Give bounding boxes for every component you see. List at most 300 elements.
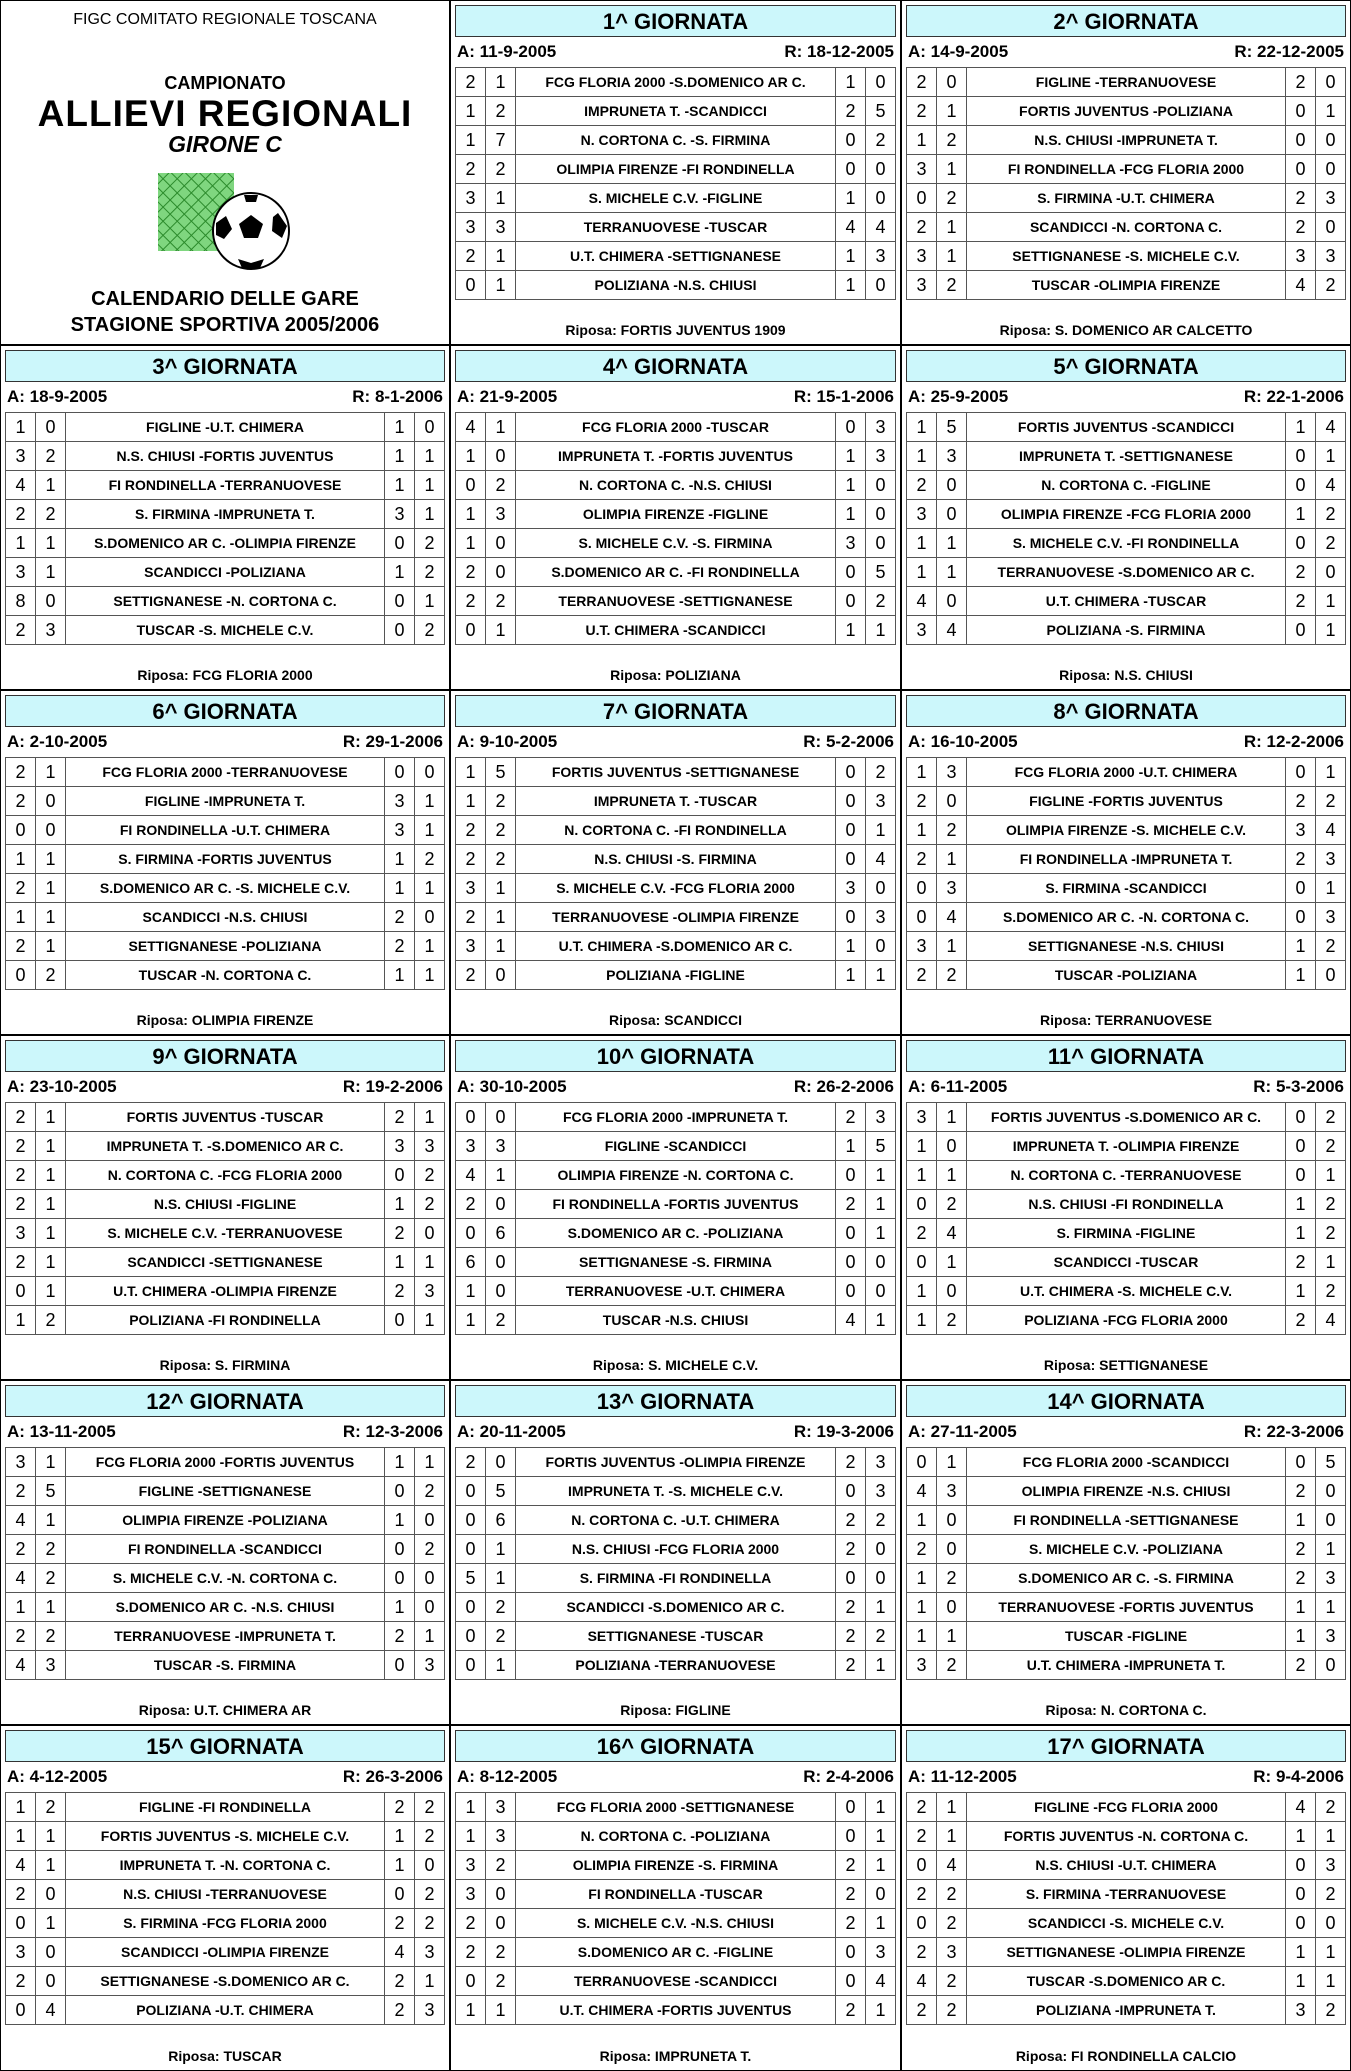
andata-home-score: 1	[6, 1822, 36, 1851]
table-row	[456, 932, 896, 961]
andata-home-score: 1	[456, 442, 486, 471]
match-teams: FI RONDINELLA -SETTIGNANESE	[967, 1506, 1286, 1535]
table-row	[907, 126, 1346, 155]
match-teams: U.T. CHIMERA -S.DOMENICO AR C.	[516, 932, 836, 961]
table-row	[456, 1535, 896, 1564]
andata-home-score: 5	[456, 1564, 486, 1593]
andata-home-score: 0	[456, 271, 486, 300]
ritorno-away-score: 3	[866, 903, 896, 932]
ritorno-home-score: 0	[836, 126, 866, 155]
andata-home-score: 2	[907, 1938, 937, 1967]
matches-table	[5, 412, 445, 645]
andata-home-score: 1	[456, 1793, 486, 1822]
rest-team-label: Riposa: FCG FLORIA 2000	[137, 667, 313, 683]
table-row	[456, 97, 896, 126]
andata-home-score: 0	[456, 1219, 486, 1248]
ritorno-date: R: 9-4-2006	[1253, 1767, 1344, 1786]
matches-table	[455, 412, 896, 645]
andata-home-score: 3	[456, 213, 486, 242]
table-row	[907, 68, 1346, 97]
match-teams: SETTIGNANESE -TUSCAR	[516, 1622, 836, 1651]
ritorno-home-score: 1	[836, 68, 866, 97]
rest-team-label: Riposa: FI RONDINELLA CALCIO	[1015, 2048, 1237, 2064]
andata-away-score: 0	[486, 1190, 516, 1219]
andata-away-score: 2	[486, 1851, 516, 1880]
match-teams: S. MICHELE C.V. -N. CORTONA C.	[66, 1564, 385, 1593]
andata-away-score: 1	[486, 413, 516, 442]
andata-home-score: 0	[456, 471, 486, 500]
andata-home-score: 1	[907, 1593, 937, 1622]
andata-away-score: 1	[36, 758, 66, 787]
table-row	[456, 961, 896, 990]
ritorno-away-score: 3	[415, 1996, 445, 2025]
andata-home-score: 3	[456, 874, 486, 903]
ritorno-home-score: 3	[1286, 1996, 1316, 2025]
match-teams: FI RONDINELLA -SCANDICCI	[66, 1535, 385, 1564]
andata-home-score: 3	[6, 558, 36, 587]
ritorno-away-score: 2	[866, 1622, 896, 1651]
match-teams: U.T. CHIMERA -FORTIS JUVENTUS	[516, 1996, 836, 2025]
table-row	[6, 558, 445, 587]
andata-home-score: 0	[456, 1477, 486, 1506]
match-teams: IMPRUNETA T. -SCANDICCI	[516, 97, 836, 126]
round-dates	[7, 386, 443, 408]
andata-away-score: 0	[486, 442, 516, 471]
ritorno-home-score: 0	[836, 787, 866, 816]
andata-home-score: 0	[456, 1535, 486, 1564]
table-row	[6, 932, 445, 961]
match-teams: SCANDICCI -OLIMPIA FIRENZE	[66, 1938, 385, 1967]
table-row	[456, 213, 896, 242]
match-teams: OLIMPIA FIRENZE -FCG FLORIA 2000	[967, 500, 1286, 529]
andata-home-score: 2	[6, 1880, 36, 1909]
match-teams: S. MICHELE C.V. -N.S. CHIUSI	[516, 1909, 836, 1938]
table-row	[907, 271, 1346, 300]
table-row	[456, 1190, 896, 1219]
ritorno-home-score: 3	[836, 529, 866, 558]
ritorno-home-score: 1	[1286, 500, 1316, 529]
ritorno-home-score: 0	[836, 845, 866, 874]
andata-away-score: 4	[937, 616, 967, 645]
andata-home-score: 2	[6, 1161, 36, 1190]
match-teams: N.S. CHIUSI -U.T. CHIMERA	[967, 1851, 1286, 1880]
match-teams: IMPRUNETA T. -S.DOMENICO AR C.	[66, 1132, 385, 1161]
round-dates	[908, 731, 1344, 753]
andata-home-score: 2	[456, 961, 486, 990]
table-row	[456, 1248, 896, 1277]
matches-table	[5, 1102, 445, 1335]
ritorno-away-score: 1	[415, 1448, 445, 1477]
andata-away-score: 1	[36, 874, 66, 903]
ritorno-home-score: 3	[385, 787, 415, 816]
match-teams: TERRANUOVESE -S.DOMENICO AR C.	[967, 558, 1286, 587]
ritorno-away-score: 0	[415, 903, 445, 932]
match-teams: S. MICHELE C.V. -FCG FLORIA 2000	[516, 874, 836, 903]
andata-away-score: 1	[486, 271, 516, 300]
andata-away-score: 1	[36, 932, 66, 961]
match-teams: FI RONDINELLA -IMPRUNETA T.	[967, 845, 1286, 874]
match-teams: FIGLINE -SETTIGNANESE	[66, 1477, 385, 1506]
round-title: 4^ GIORNATA	[455, 350, 896, 382]
ritorno-away-score: 1	[1316, 1535, 1346, 1564]
ritorno-home-score: 0	[836, 758, 866, 787]
andata-away-score: 1	[486, 68, 516, 97]
round-panel	[450, 345, 901, 690]
match-teams: N.S. CHIUSI -FI RONDINELLA	[967, 1190, 1286, 1219]
ritorno-away-score: 1	[415, 961, 445, 990]
andata-away-score: 0	[937, 1277, 967, 1306]
ritorno-home-score: 0	[385, 1880, 415, 1909]
ritorno-home-score: 2	[1286, 845, 1316, 874]
andata-home-score: 2	[456, 1938, 486, 1967]
match-teams: TUSCAR -S. MICHELE C.V.	[66, 616, 385, 645]
andata-away-score: 0	[937, 1593, 967, 1622]
andata-away-score: 1	[486, 616, 516, 645]
ritorno-home-score: 1	[385, 471, 415, 500]
ritorno-home-score: 1	[1286, 1190, 1316, 1219]
match-teams: FORTIS JUVENTUS -POLIZIANA	[967, 97, 1286, 126]
ritorno-home-score: 0	[385, 616, 415, 645]
match-teams: SCANDICCI -N.S. CHIUSI	[66, 903, 385, 932]
ritorno-home-score: 2	[836, 1448, 866, 1477]
andata-home-score: 2	[6, 1190, 36, 1219]
andata-home-score: 0	[907, 903, 937, 932]
ritorno-away-score: 3	[1316, 903, 1346, 932]
match-teams: POLIZIANA -U.T. CHIMERA	[66, 1996, 385, 2025]
andata-home-score: 2	[907, 1822, 937, 1851]
ritorno-home-score: 1	[836, 961, 866, 990]
match-teams: FCG FLORIA 2000 -IMPRUNETA T.	[516, 1103, 836, 1132]
ritorno-away-score: 1	[866, 816, 896, 845]
season-label: STAGIONE SPORTIVA 2005/2006	[70, 314, 380, 336]
andata-home-score: 1	[907, 758, 937, 787]
andata-home-score: 0	[456, 1651, 486, 1680]
matches-table	[5, 1447, 445, 1680]
andata-home-score: 2	[456, 242, 486, 271]
round-dates	[908, 1766, 1344, 1788]
match-teams: FI RONDINELLA -TERRANUOVESE	[66, 471, 385, 500]
ritorno-away-score: 2	[1316, 529, 1346, 558]
andata-away-score: 0	[36, 413, 66, 442]
matches-table	[455, 67, 896, 300]
andata-away-score: 3	[937, 442, 967, 471]
ritorno-home-score: 2	[836, 1593, 866, 1622]
rest-team-label: Riposa: U.T. CHIMERA AR	[138, 1702, 312, 1718]
ritorno-home-score: 1	[1286, 1967, 1316, 1996]
round-panel	[0, 345, 450, 690]
andata-away-score: 2	[486, 1622, 516, 1651]
rest-team-label: Riposa: N. CORTONA C.	[1045, 1702, 1207, 1718]
ritorno-away-score: 0	[1316, 155, 1346, 184]
ritorno-home-score: 2	[1286, 184, 1316, 213]
match-teams: S.DOMENICO AR C. -FI RONDINELLA	[516, 558, 836, 587]
match-teams: SCANDICCI -TUSCAR	[967, 1248, 1286, 1277]
ritorno-date: R: 22-1-2006	[1243, 387, 1344, 406]
round-title: 8^ GIORNATA	[906, 695, 1346, 727]
ritorno-home-score: 2	[1286, 587, 1316, 616]
table-row	[907, 1477, 1346, 1506]
andata-away-score: 0	[36, 587, 66, 616]
table-row	[456, 1161, 896, 1190]
andata-away-score: 1	[937, 1103, 967, 1132]
table-row	[6, 1996, 445, 2025]
table-row	[456, 1506, 896, 1535]
match-teams: IMPRUNETA T. -OLIMPIA FIRENZE	[967, 1132, 1286, 1161]
match-teams: TERRANUOVESE -TUSCAR	[516, 213, 836, 242]
ritorno-away-score: 5	[866, 1132, 896, 1161]
match-teams: TERRANUOVESE -SETTIGNANESE	[516, 587, 836, 616]
andata-home-score: 0	[456, 616, 486, 645]
table-row	[456, 1448, 896, 1477]
ritorno-home-score: 1	[385, 1190, 415, 1219]
match-teams: POLIZIANA -TERRANUOVESE	[516, 1651, 836, 1680]
ritorno-home-score: 1	[385, 1506, 415, 1535]
ritorno-home-score: 2	[836, 97, 866, 126]
ritorno-away-score: 2	[1316, 787, 1346, 816]
table-row	[6, 1909, 445, 1938]
ritorno-away-score: 0	[1316, 68, 1346, 97]
ritorno-date: R: 2-4-2006	[803, 1767, 894, 1786]
andata-away-score: 1	[486, 1651, 516, 1680]
andata-home-score: 4	[907, 1477, 937, 1506]
match-teams: N. CORTONA C. -FI RONDINELLA	[516, 816, 836, 845]
andata-home-score: 0	[456, 1967, 486, 1996]
andata-home-score: 2	[907, 1535, 937, 1564]
ritorno-away-score: 2	[1316, 1132, 1346, 1161]
match-teams: FIGLINE -FCG FLORIA 2000	[967, 1793, 1286, 1822]
andata-home-score: 0	[907, 1190, 937, 1219]
ritorno-away-score: 0	[415, 413, 445, 442]
match-teams: SCANDICCI -N. CORTONA C.	[967, 213, 1286, 242]
table-row	[456, 529, 896, 558]
ritorno-away-score: 3	[1316, 845, 1346, 874]
andata-home-score: 1	[907, 1132, 937, 1161]
match-teams: N. CORTONA C. -S. FIRMINA	[516, 126, 836, 155]
match-teams: FCG FLORIA 2000 -SCANDICCI	[967, 1448, 1286, 1477]
match-teams: TERRANUOVESE -OLIMPIA FIRENZE	[516, 903, 836, 932]
ritorno-away-score: 4	[866, 213, 896, 242]
andata-away-score: 3	[937, 1938, 967, 1967]
ritorno-away-score: 0	[1316, 1651, 1346, 1680]
table-row	[6, 787, 445, 816]
andata-away-score: 1	[36, 1506, 66, 1535]
ritorno-home-score: 2	[385, 1967, 415, 1996]
andata-away-score: 5	[937, 413, 967, 442]
rest-team-label: Riposa: N.S. CHIUSI	[1059, 667, 1193, 683]
ritorno-home-score: 2	[385, 903, 415, 932]
ritorno-home-score: 0	[1286, 1880, 1316, 1909]
ritorno-away-score: 0	[1316, 1506, 1346, 1535]
andata-away-score: 2	[937, 271, 967, 300]
andata-home-score: 3	[907, 271, 937, 300]
andata-home-score: 1	[907, 1161, 937, 1190]
ritorno-away-score: 1	[866, 1909, 896, 1938]
andata-home-score: 2	[456, 558, 486, 587]
ritorno-home-score: 0	[836, 587, 866, 616]
round-dates	[908, 1076, 1344, 1098]
andata-home-score: 3	[456, 1851, 486, 1880]
ritorno-away-score: 0	[1316, 1477, 1346, 1506]
round-panel	[0, 1035, 450, 1380]
andata-date: A: 16-10-2005	[908, 732, 1018, 751]
andata-away-score: 2	[486, 1306, 516, 1335]
ritorno-away-score: 0	[415, 1851, 445, 1880]
ritorno-away-score: 1	[415, 587, 445, 616]
ritorno-away-score: 2	[415, 1909, 445, 1938]
match-teams: S.DOMENICO AR C. -OLIMPIA FIRENZE	[66, 529, 385, 558]
ritorno-home-score: 1	[385, 558, 415, 587]
andata-away-score: 2	[937, 816, 967, 845]
round-dates	[7, 1766, 443, 1788]
ritorno-away-score: 2	[1316, 1996, 1346, 2025]
andata-away-score: 1	[486, 932, 516, 961]
andata-home-score: 2	[6, 1967, 36, 1996]
andata-home-score: 2	[456, 816, 486, 845]
andata-date: A: 23-10-2005	[7, 1077, 117, 1096]
table-row	[6, 471, 445, 500]
ritorno-away-score: 0	[866, 874, 896, 903]
ritorno-date: R: 5-2-2006	[803, 732, 894, 751]
ritorno-away-score: 2	[1316, 1880, 1346, 1909]
ritorno-home-score: 4	[836, 213, 866, 242]
andata-away-score: 1	[36, 471, 66, 500]
ritorno-home-score: 0	[385, 529, 415, 558]
ritorno-away-score: 0	[866, 1277, 896, 1306]
ritorno-away-score: 1	[866, 1306, 896, 1335]
ritorno-home-score: 1	[385, 874, 415, 903]
match-teams: FI RONDINELLA -FORTIS JUVENTUS	[516, 1190, 836, 1219]
table-row	[6, 500, 445, 529]
match-teams: FIGLINE -FI RONDINELLA	[66, 1793, 385, 1822]
table-row	[907, 184, 1346, 213]
round-panel	[901, 345, 1351, 690]
ritorno-home-score: 2	[836, 1190, 866, 1219]
ritorno-away-score: 2	[415, 616, 445, 645]
table-row	[456, 787, 896, 816]
table-row	[6, 1161, 445, 1190]
table-row	[456, 758, 896, 787]
ritorno-away-score: 3	[866, 442, 896, 471]
round-panel	[450, 690, 901, 1035]
match-teams: FIGLINE -U.T. CHIMERA	[66, 413, 385, 442]
andata-away-score: 2	[36, 961, 66, 990]
andata-home-score: 8	[6, 587, 36, 616]
match-teams: OLIMPIA FIRENZE -FI RONDINELLA	[516, 155, 836, 184]
andata-home-score: 3	[907, 500, 937, 529]
match-teams: POLIZIANA -FIGLINE	[516, 961, 836, 990]
table-row	[907, 1248, 1346, 1277]
andata-away-score: 2	[937, 1909, 967, 1938]
ritorno-away-score: 0	[866, 184, 896, 213]
table-row	[907, 529, 1346, 558]
round-panel	[901, 1035, 1351, 1380]
table-row	[907, 1996, 1346, 2025]
andata-home-score: 3	[6, 1938, 36, 1967]
table-row	[6, 1851, 445, 1880]
andata-date: A: 9-10-2005	[457, 732, 558, 751]
table-row	[907, 1793, 1346, 1822]
ritorno-home-score: 0	[1286, 758, 1316, 787]
andata-home-score: 3	[907, 1651, 937, 1680]
table-row	[907, 413, 1346, 442]
table-row	[907, 558, 1346, 587]
ritorno-away-score: 0	[1316, 1909, 1346, 1938]
andata-home-score: 3	[907, 1103, 937, 1132]
ritorno-away-score: 1	[866, 961, 896, 990]
ritorno-away-score: 2	[415, 845, 445, 874]
ritorno-away-score: 1	[1316, 616, 1346, 645]
andata-away-score: 1	[937, 97, 967, 126]
ritorno-away-score: 0	[866, 1880, 896, 1909]
ritorno-home-score: 1	[1286, 1822, 1316, 1851]
andata-home-score: 2	[6, 1132, 36, 1161]
andata-home-score: 0	[907, 1851, 937, 1880]
ritorno-away-score: 1	[1316, 1822, 1346, 1851]
matches-table	[906, 757, 1346, 990]
match-teams: N. CORTONA C. -TERRANUOVESE	[967, 1161, 1286, 1190]
table-row	[6, 1967, 445, 1996]
table-row	[6, 413, 445, 442]
ritorno-home-score: 1	[1286, 932, 1316, 961]
round-panel	[901, 0, 1351, 345]
match-teams: SETTIGNANESE -S. MICHELE C.V.	[967, 242, 1286, 271]
ritorno-home-score: 2	[385, 1277, 415, 1306]
ritorno-away-score: 1	[866, 1593, 896, 1622]
ritorno-home-score: 0	[1286, 155, 1316, 184]
andata-away-score: 1	[36, 1103, 66, 1132]
andata-home-score: 0	[456, 1622, 486, 1651]
andata-away-score: 2	[937, 1564, 967, 1593]
andata-home-score: 1	[907, 413, 937, 442]
round-dates	[457, 1766, 894, 1788]
andata-date: A: 6-11-2005	[908, 1077, 1008, 1096]
ritorno-home-score: 1	[836, 184, 866, 213]
match-teams: SETTIGNANESE -N. CORTONA C.	[66, 587, 385, 616]
andata-home-score: 1	[907, 1564, 937, 1593]
table-row	[6, 529, 445, 558]
match-teams: FORTIS JUVENTUS -N. CORTONA C.	[967, 1822, 1286, 1851]
match-teams: SCANDICCI -S.DOMENICO AR C.	[516, 1593, 836, 1622]
table-row	[6, 1535, 445, 1564]
andata-home-score: 1	[907, 529, 937, 558]
ritorno-home-score: 2	[836, 1506, 866, 1535]
ritorno-home-score: 2	[385, 1219, 415, 1248]
andata-home-score: 2	[456, 155, 486, 184]
ritorno-home-score: 2	[1286, 1477, 1316, 1506]
andata-home-score: 1	[907, 126, 937, 155]
round-title: 9^ GIORNATA	[5, 1040, 445, 1072]
match-teams: N.S. CHIUSI -FORTIS JUVENTUS	[66, 442, 385, 471]
table-row	[6, 1190, 445, 1219]
andata-home-score: 1	[6, 529, 36, 558]
ritorno-home-score: 2	[385, 1909, 415, 1938]
ritorno-home-score: 0	[836, 1938, 866, 1967]
table-row	[907, 1535, 1346, 1564]
ritorno-home-score: 0	[385, 1161, 415, 1190]
andata-away-score: 0	[486, 1448, 516, 1477]
ritorno-away-score: 3	[1316, 1564, 1346, 1593]
match-teams: TUSCAR -N.S. CHIUSI	[516, 1306, 836, 1335]
andata-away-score: 1	[36, 845, 66, 874]
ritorno-home-score: 2	[836, 1851, 866, 1880]
ritorno-home-score: 4	[1286, 271, 1316, 300]
match-teams: N. CORTONA C. -FIGLINE	[967, 471, 1286, 500]
andata-home-score: 4	[6, 1506, 36, 1535]
table-row	[6, 1593, 445, 1622]
round-panel	[0, 1380, 450, 1725]
andata-home-score: 2	[456, 1190, 486, 1219]
andata-away-score: 1	[486, 184, 516, 213]
